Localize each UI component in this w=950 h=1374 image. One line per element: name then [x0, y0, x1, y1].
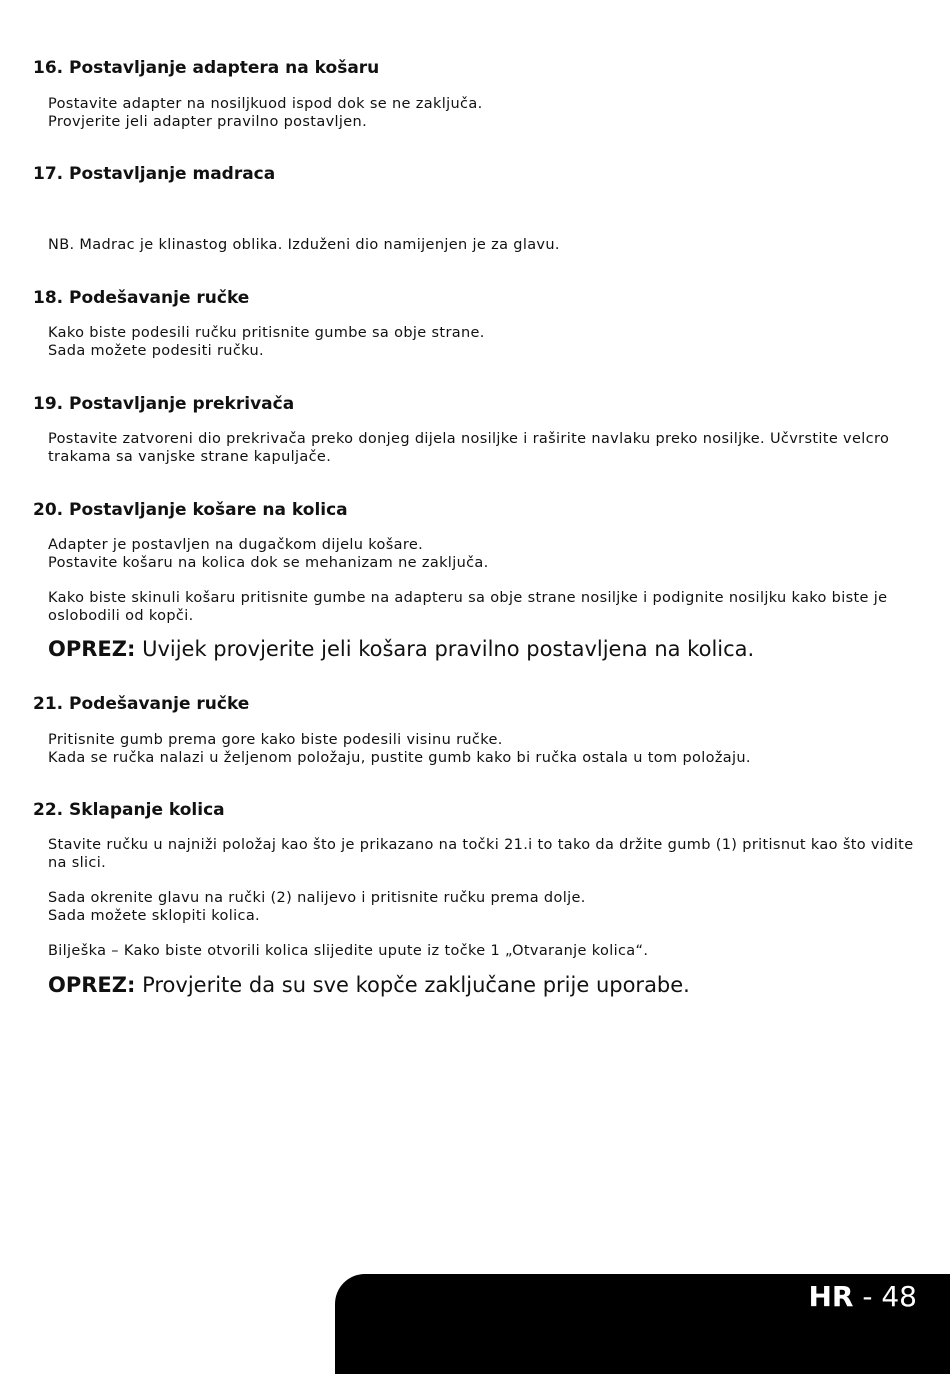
section-19-heading: 19. Postavljanje prekrivača [33, 394, 295, 414]
section-22-line-2: Sada možete sklopiti kolica. [48, 908, 261, 924]
section-17-line-1: NB. Madrac je klinastog oblika. Izduženi dio namijenjen je za glavu. [48, 237, 560, 253]
section-18-heading: 18. Podešavanje ručke [33, 288, 250, 308]
page-number: 48 [881, 1280, 917, 1313]
page-separator: - [862, 1280, 873, 1313]
section-22-paragraph: Stavite ručku u najniži položaj kao što je prikazano na točki 21.i to tako da držite gumb (1) pritisnut kao što vidite na slici. [48, 837, 914, 871]
page-label [808, 1280, 917, 1314]
section-16-text [48, 95, 918, 131]
section-16-heading: 16. Postavljanje adaptera na košaru [33, 58, 380, 78]
section-20-line-2: Postavite košaru na kolica dok se mehanizam ne zaključa. [48, 555, 489, 571]
section-22-line-1: Sada okrenite glavu na ručki (2) nalijevo i pritisnite ručku prema dolje. [48, 890, 586, 906]
section-20-text [48, 536, 918, 572]
section-17-heading: 17. Postavljanje madraca [33, 164, 276, 184]
section-22-note: Bilješka – Kako biste otvorili kolica slijedite upute iz točke 1 „Otvaranje kolica“. [48, 943, 649, 959]
section-20-warning-label: OPREZ: [48, 637, 136, 661]
section-20-warning-text: Uvijek provjerite jeli košara pravilno postavljena na kolica. [142, 637, 755, 661]
section-20-warning [48, 636, 754, 662]
section-22-text [48, 889, 918, 925]
section-21-heading: 21. Podešavanje ručke [33, 694, 250, 714]
section-18-text [48, 324, 918, 360]
section-22-warning [48, 972, 690, 998]
section-22-warning-text: Provjerite da su sve kopče zaključane prije uporabe. [142, 973, 690, 997]
section-17-text [48, 236, 918, 254]
section-22-warning-label: OPREZ: [48, 973, 136, 997]
section-16-line-2: Provjerite jeli adapter pravilno postavljen. [48, 114, 368, 130]
section-21-line-1: Pritisnite gumb prema gore kako biste podesili visinu ručke. [48, 732, 503, 748]
section-20-paragraph: Kako biste skinuli košaru pritisnite gumbe na adapteru sa obje strane nosiljke i podignite nosiljku kako biste je oslobodili od kopči. [48, 590, 888, 624]
section-22-heading: 22. Sklapanje kolica [33, 800, 225, 820]
section-16-line-1: Postavite adapter na nosiljkuod ispod dok se ne zaključa. [48, 96, 483, 112]
section-20-heading: 20. Postavljanje košare na kolica [33, 500, 348, 520]
section-18-line-1: Kako biste podesili ručku pritisnite gumbe sa obje strane. [48, 325, 485, 341]
section-21-text [48, 731, 918, 767]
section-21-line-2: Kada se ručka nalazi u željenom položaju, pustite gumb kako bi ručka ostala u tom položaju. [48, 750, 751, 766]
language-code: HR [808, 1280, 854, 1313]
section-19-paragraph: Postavite zatvoreni dio prekrivača preko donjeg dijela nosiljke i raširite navlaku preko nosiljke. Učvrstite velcro trakama sa vanjske strane kapuljače. [48, 431, 890, 465]
section-18-line-2: Sada možete podesiti ručku. [48, 343, 264, 359]
section-20-line-1: Adapter je postavljen na dugačkom dijelu košare. [48, 537, 424, 553]
